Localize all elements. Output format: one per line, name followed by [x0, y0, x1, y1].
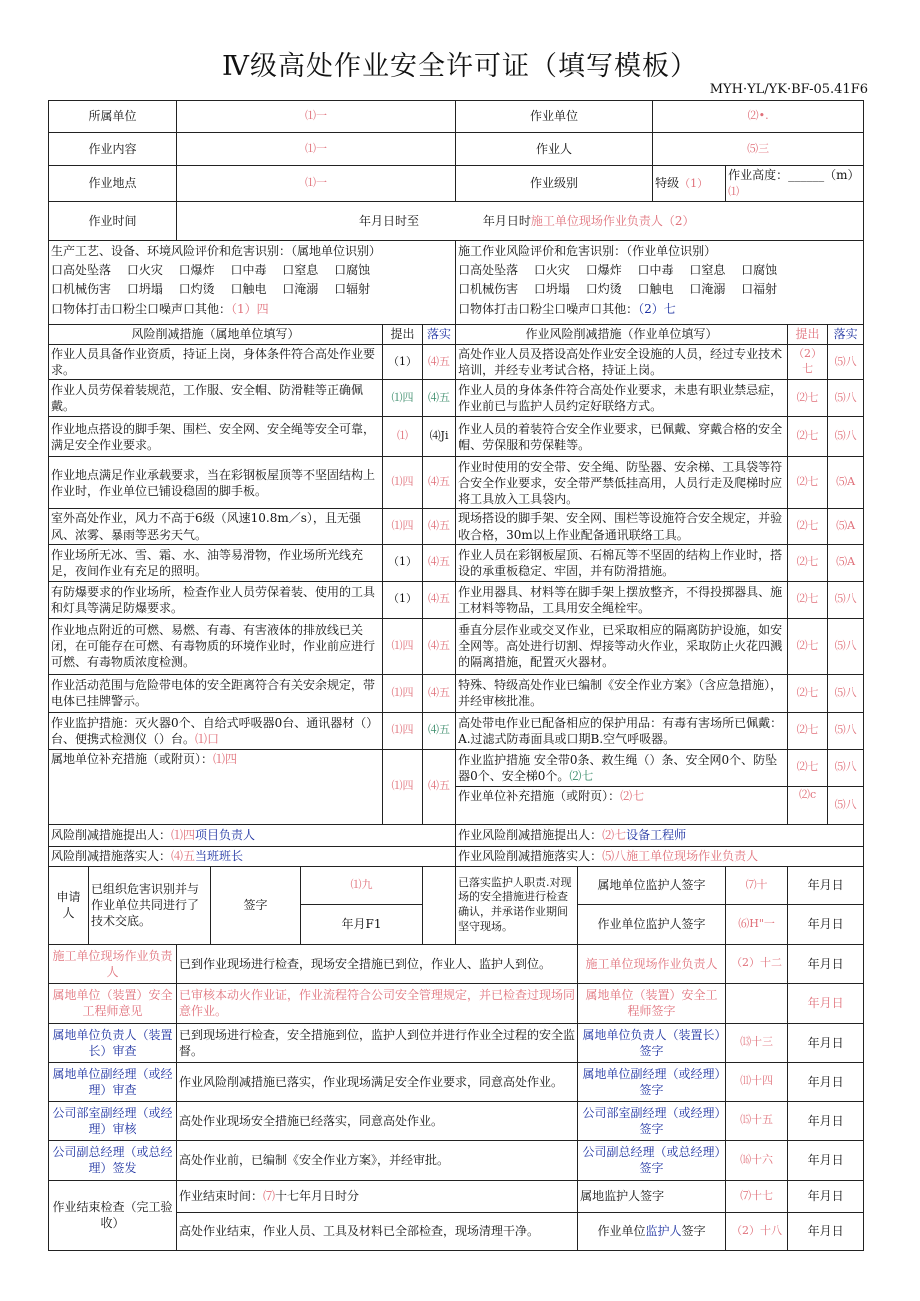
- owner-measure-3: 作业地点搭设的脚手架、围栏、安全网、安全绳等安全可靠，满足安全作业要求。: [49, 417, 383, 457]
- work-measure-1: 高处作业人员及搭设高处作业安全设施的人员，经过专业技术培训，并经专业考试合格，持证上岗。: [456, 345, 788, 380]
- col-propose: 提出: [383, 325, 423, 345]
- value-content[interactable]: ⑴一: [177, 133, 456, 166]
- permit-table: 所属单位 ⑴一 作业单位 ⑵•. 作业内容 ⑴一 作业人 ⑸三 作业地点 ⑴一 作业级别 特级（1） 作业高度：______（m）⑴ 作业时间 年月日时至 年月日时施工单位现场作业负责人（2） 生产工艺、设备、环境风险评价和危害识别：（属地单位识别） 口高处坠落 口火灾 口爆炸 口中毒 口窒息 口腐蚀 口机械伤害 口坍塌 口灼烫 口触电 口淹溺 口辐射 口物体打击口粉尘口噪声口其他：（1）四 施工作业风险评价和危害识别：（作业单位识别） 口高处坠落 口火灾 口爆炸 口中毒 口窒息 口腐蚀 口机械伤害 口坍塌 口灼烫 口触电 口淹溺 口福射 口物体打击口粉尘口噪声口其他：（2）七 风险削减措施（属地单位填写） 提出 落实 作业风险削减措施（作业单位填写） 提出 落实 作业人员具备作业资质，持证上岗，身体条件符合高处作业要求。 （1） ⑷五 高处作业人员及搭设高处作业安全设施的人员，经过专业技术培训，并经专业考试合格，持证上岗。 （2）七 ⑸八 作业人员劳保着装规范，工作服、安全帽、防滑鞋等正确佩戴。 ⑴四 ⑷五 作业人员的身体条件符合高处作业要求，未患有职业禁忌症，作业前已与监护人员约定好联络方式。 ⑵七 ⑸八 作业地点搭设的脚手架、围栏、安全网、安全绳等安全可靠，满足安全作业要求。 ⑴ ⑷Ji 作业人员的着装符合安全作业要求，已佩戴、穿戴合格的安全帽、劳保服和劳保鞋等。 ⑵七 ⑸八 作业地点满足作业承载要求，当在彩钢板屋顶等不坚固结构上作业时，作业单位已铺设稳固的脚手板。 ⑴四 ⑷五 作业时使用的安全带、安全绳、防坠器、安余梯、工具袋等符合安全作业要求，安全带严禁低挂高用，人员行走及爬梯时应将工具放入工具袋内。 ⑵七 ⑸A 室外高处作业，风力不高于6级（风速10.8m／s），且无强风、浓雾、暴雨等恶劣天气。 ⑴四 ⑷五 现场搭设的脚手架、安全网、围栏等设施符合安全规定，并验收合格，30m以上作业配备通讯联络工具。 ⑵七 ⑸A 作业场所无冰、雪、霜、水、油等易滑物，作业场所光线充足，夜间作业有充足的照明。 （1） ⑷五 作业人员在彩钢板屋顶、石棉瓦等不坚固的结构上作业时，搭设的承重板稳定、牢固，并有防滑措施。 ⑵七 ⑸A 有防爆要求的作业场所，检查作业人员劳保着装、使用的工具和灯具等满足防爆要求。 （1） ⑷五 作业用器具、材料等在脚手架上摆放整齐，不得投掷器具、施工材料等物品，工具用安全绳栓牢。 ⑵七 ⑸八 作业地点附近的可燃、易燃、有毒、有害液体的排放线已关闭，在可能存在可燃、有毒物质的环境作业时，作业前应进行可燃、有毒物质浓度检测。 ⑴四 ⑷五 垂直分层作业或交叉作业，已采取相应的隔离防护设施，如安全网等。高处进行切割、焊接等动火作业，采取防止火花四溅的隔离措施，配置灭火器材。 ⑵七 ⑸八 作业活动范围与危险带电体的安全距离符合有关安余规定，带电体已挂牌警示。 ⑴四 ⑷五 特殊、特级高处作业已编制《安全作业方案》（含应急措施），并经审核批准。 ⑵七 ⑸八 作业监护措施：灭火器0个、自给式呼吸器0台、通讯器材（）台、便携式检测仪（）台。⑴口 ⑴四 ⑷五 高处带电作业已配备相应的保护用品：有毒有害场所已佩戴：A.过滤式防毒面具或口期B.空气呼吸器。 ⑵七 ⑸八 属地单位补充措施（或附页）：⑴四 ⑴四 ⑷五 作业监护措施 安全带0条、救生绳（）条、安全网0个、防坠器0个、安全梯0个。⑵七 ⑵七 ⑸八 作业单位补充措施（或附页）：⑵七 ⑵c ⑸八 风险削减措施提出人：⑴四项目负责人 作业风险削减措施提出人：⑵七设备工程师 风险削减措施落实人：⑷五当班班长 作业风险削减措施落实人：⑸八施工单位现场作业负责人 申请人 已组织危害识别并与作业单位共同进行了技术交底。 签字 ⑴九 已落实监护人职责.对现场的安全措施进行检查确认，并承诺作业期间坚守现场。 属地单位监护人签字 ⑺十 年月日 年月F1 作业单位监护人签字 ⑹H"一 年月日 施工单位现场作业负责人 已到作业现场进行检查，现场安全措施已到位，作业人、监护人到位。 施工单位现场作业负责人 （2）十二 年月日 属地单位（装置）安全工程师意见 已审核本动火作业证，作业流程符合公司安全管理规定，并已检查过现场同意作业。 属地单位（装置）安全工程师签字 年月日 属地单位负责人（装置长）审查 已到现场进行检查，安全措施到位，监护人到位并进行作业全过程的安全监督。 属地单位负责人（装置长）签字 ⒀十三 年月日 属地单位副经理（或经理）审查 作业风险削减措施已落实，作业现场满足安全作业要求，同意高处作业。 属地单位副经理（或经理）签字 ⑾十四 年月日 公司部室副经理（或经理）审核 高处作业现场安全措施已经落实，同意高处作业。 公司部室副经理（或经理）签字 ⒂十五 年月日 公司副总经理（或总经理）签发 高处作业前，已编制《安全作业方案》，并经审批。 公司副总经理（或总经理）签字 ⒃十六 年月日 作业结束检查（完工验收） 作业结束时间：⑺十七年月日时分 属地监护人签字 ⑺十七 年月日 高处作业结束，作业人员、工具及材料已全部检查，现场清理干净。 作业单位监护人签字 （2）十八 年月日: [48, 100, 864, 1251]
- work-measure-9: 特殊、特级高处作业已编制《安全作业方案》（含应急措施），并经审核批准。: [456, 674, 788, 712]
- owner-measure-9: 作业活动范围与危险带电体的安全距离符合有关安余规定，带电体已挂牌警示。: [49, 674, 383, 712]
- work-supplement[interactable]: 作业单位补充措施（或附页）：⑵七: [456, 786, 788, 824]
- applicant-label: 申请人: [49, 866, 89, 944]
- end-check-label: 作业结束检查（完工验收）: [49, 1180, 177, 1250]
- owner-monitor-sign-label: 属地单位监护人签字: [578, 866, 726, 904]
- label-time: 作业时间: [49, 202, 177, 241]
- owner-proposer[interactable]: 风险削减措施提出人：⑴四项目负责人: [49, 824, 456, 846]
- form-code: MYH·YL/YK·BF-05.41F6: [709, 82, 868, 97]
- approve-4-label: 属地单位副经理（或经理）审查: [49, 1062, 177, 1101]
- owner-measure-10: 作业监护措施：灭火器0个、自给式呼吸器0台、通讯器材（）台、便携式检测仪（）台。⑴口: [49, 712, 383, 749]
- measures-work-header: 作业风险削减措施（作业单位填写）: [456, 325, 788, 345]
- label-content: 作业内容: [49, 133, 177, 166]
- label-level: 作业级别: [456, 166, 653, 202]
- work-measure-3: 作业人员的着装符合安全作业要求，已佩戴、穿戴合格的安全帽、劳保服和劳保鞋等。: [456, 417, 788, 457]
- owner-measure-2: 作业人员劳保着装规范，工作服、安全帽、防滑鞋等正确佩戴。: [49, 380, 383, 417]
- approve-6-label: 公司副总经理（或总经理）签发: [49, 1140, 177, 1180]
- applicant-text: 已组织危害识别并与作业单位共同进行了技术交底。: [89, 866, 211, 944]
- work-measure-7: 作业用器具、材料等在脚手架上摆放整齐，不得投掷器具、施工材料等物品，工具用安全绳栓牢。: [456, 581, 788, 618]
- owner-measure-6: 作业场所无冰、雪、霜、水、油等易滑物，作业场所光线充足，夜间作业有充足的照明。: [49, 544, 383, 581]
- guardian-statement: 已落实监护人职责.对现场的安全措施进行检查确认，并承诺作业期间坚守现场。: [456, 866, 578, 944]
- measures-owner-header: 风险削减措施（属地单位填写）: [49, 325, 383, 345]
- work-proposer[interactable]: 作业风险削减措施提出人：⑵七设备工程师: [456, 824, 864, 846]
- value-work-unit[interactable]: ⑵•.: [653, 101, 864, 133]
- sign-label: 签字: [211, 866, 301, 944]
- approve-1-label: 施工单位现场作业负责人: [49, 944, 177, 983]
- applicant-sign[interactable]: ⑴九: [301, 866, 423, 904]
- work-measure-11: 作业监护措施 安全带0条、救生绳（）条、安全网0个、防坠器0个、安全梯0个。⑵七: [456, 749, 788, 786]
- work-implementer[interactable]: 作业风险削减措施落实人：⑸八施工单位现场作业负责人: [456, 846, 864, 866]
- value-location[interactable]: ⑴一: [177, 166, 456, 202]
- value-unit[interactable]: ⑴一: [177, 101, 456, 133]
- value-time[interactable]: 年月日时至 年月日时施工单位现场作业负责人（2）: [177, 202, 864, 241]
- label-worker: 作业人: [456, 133, 653, 166]
- approve-2-label: 属地单位（装置）安全工程师意见: [49, 983, 177, 1023]
- work-measure-8: 垂直分层作业或交叉作业，已采取相应的隔离防护设施，如安全网等。高处进行切割、焊接等动火作业，采取防止火花四溅的隔离措施，配置灭火器材。: [456, 618, 788, 674]
- value-worker[interactable]: ⑸三: [653, 133, 864, 166]
- owner-measure-5: 室外高处作业，风力不高于6级（风速10.8m／s），且无强风、浓雾、暴雨等恶劣天气。: [49, 509, 383, 544]
- work-measure-10: 高处带电作业已配备相应的保护用品：有毒有害场所已佩戴：A.过滤式防毒面具或口期B.空气呼吸器。: [456, 712, 788, 749]
- label-work-unit: 作业单位: [456, 101, 653, 133]
- owner-measure-1: 作业人员具备作业资质，持证上岗，身体条件符合高处作业要求。: [49, 345, 383, 380]
- end-time[interactable]: 作业结束时间：⑺十七年月日时分: [177, 1180, 578, 1212]
- owner-measure-7: 有防爆要求的作业场所，检查作业人员劳保着装、使用的工具和灯具等满足防爆要求。: [49, 581, 383, 618]
- col-implement-2: 落实: [828, 325, 864, 345]
- col-implement: 落实: [423, 325, 456, 345]
- owner-measure-8: 作业地点附近的可燃、易燃、有毒、有害液体的排放线已关闭，在可能存在可燃、有毒物质的环境作业时，作业前应进行可燃、有毒物质浓度检测。: [49, 618, 383, 674]
- approve-3-label: 属地单位负责人（装置长）审查: [49, 1023, 177, 1062]
- owner-supplement[interactable]: 属地单位补充措施（或附页）：⑴四: [49, 749, 383, 824]
- work-measure-4: 作业时使用的安全带、安全绳、防坠器、安余梯、工具袋等符合安全作业要求，安全带严禁低挂高用，人员行走及爬梯时应将工具放入工具袋内。: [456, 457, 788, 509]
- risk-ident-work: 施工作业风险评价和危害识别：（作业单位识别） 口高处坠落 口火灾 口爆炸 口中毒 口窒息 口腐蚀 口机械伤害 口坍塌 口灼烫 口触电 口淹溺 口福射 口物体打击口粉尘口噪声口其他：（2）七: [456, 241, 864, 325]
- value-level[interactable]: 特级（1）: [653, 166, 726, 202]
- approve-5-label: 公司部室副经理（或经理）审核: [49, 1101, 177, 1140]
- label-unit: 所属单位: [49, 101, 177, 133]
- col-propose-2: 提出: [788, 325, 828, 345]
- page-title: Ⅳ级高处作业安全许可证（填写模板）: [222, 51, 698, 82]
- work-measure-6: 作业人员在彩钢板屋顶、石棉瓦等不坚固的结构上作业时，搭设的承重板稳定、牢固，并有防滑措施。: [456, 544, 788, 581]
- label-location: 作业地点: [49, 166, 177, 202]
- value-height[interactable]: 作业高度：______（m）⑴: [726, 166, 864, 202]
- owner-implementer[interactable]: 风险削减措施落实人：⑷五当班班长: [49, 846, 456, 866]
- risk-ident-owner: 生产工艺、设备、环境风险评价和危害识别：（属地单位识别） 口高处坠落 口火灾 口爆炸 口中毒 口窒息 口腐蚀 口机械伤害 口坍塌 口灼烫 口触电 口淹溺 口辐射 口物体打击口粉尘口噪声口其他：（1）四: [49, 241, 456, 325]
- work-monitor-sign-label: 作业单位监护人签字: [578, 904, 726, 944]
- work-measure-5: 现场搭设的脚手架、安全网、围栏等设施符合安全规定，并验收合格，30m以上作业配备通讯联络工具。: [456, 509, 788, 544]
- work-measure-2: 作业人员的身体条件符合高处作业要求，未患有职业禁忌症，作业前已与监护人员约定好联络方式。: [456, 380, 788, 417]
- owner-measure-4: 作业地点满足作业承载要求，当在彩钢板屋顶等不坚固结构上作业时，作业单位已铺设稳固的脚手板。: [49, 457, 383, 509]
